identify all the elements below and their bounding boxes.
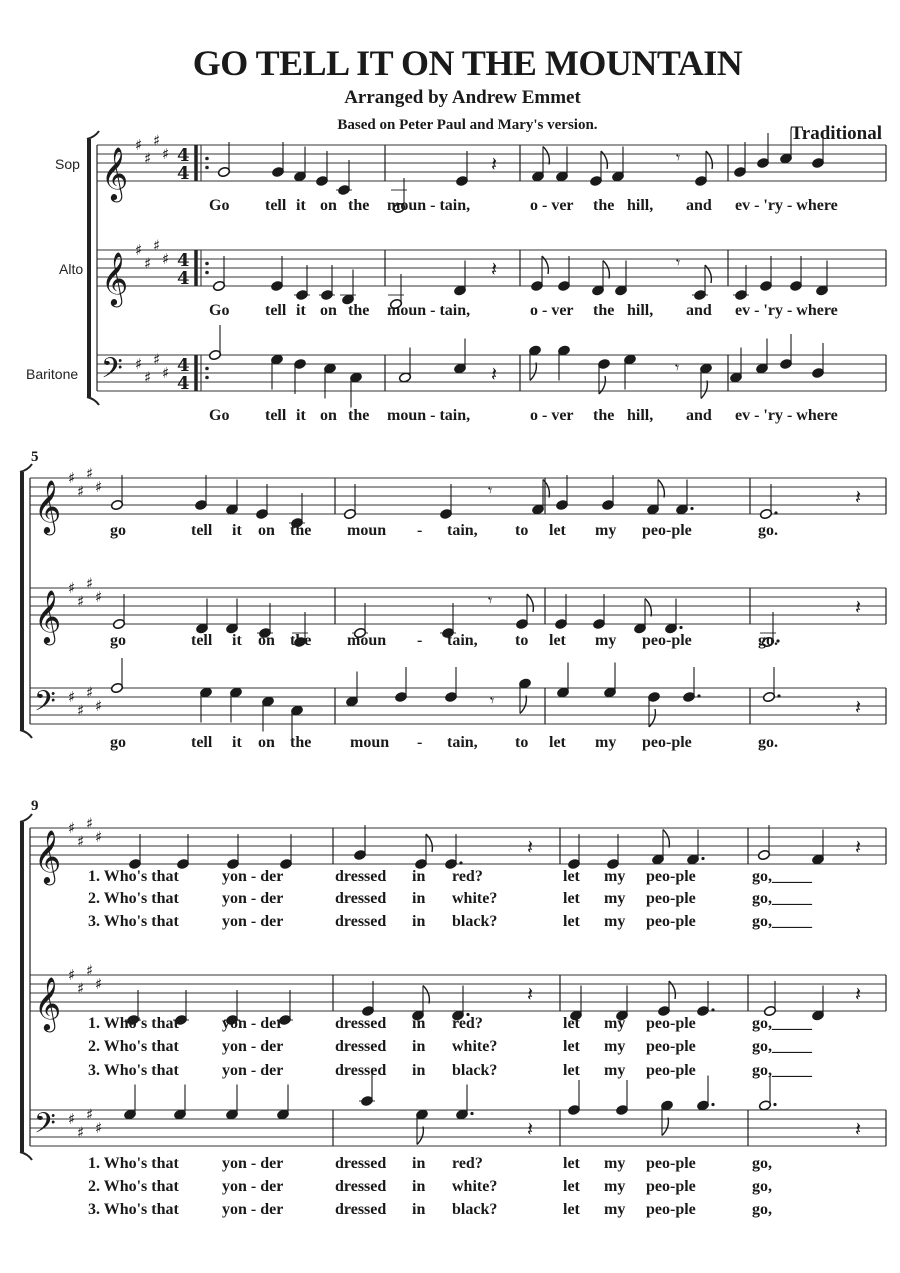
verse-lyric: my xyxy=(604,913,626,930)
lyric-syllable: it xyxy=(296,407,306,424)
verse-lyric: peo-ple xyxy=(646,868,696,885)
verse-lyric: dressed xyxy=(335,890,387,907)
verse-lyric: my xyxy=(604,1015,626,1032)
verse-lyric: go,_____ xyxy=(752,1062,812,1079)
part-label-sop: Sop xyxy=(55,156,80,172)
quarter-rest-icon: 𝄽 xyxy=(855,595,862,619)
verse-lyric: go, xyxy=(752,1178,772,1195)
part-label-alto: Alto xyxy=(59,261,84,277)
lyric-syllable: the xyxy=(290,522,312,539)
verse-lyric: dressed xyxy=(335,868,387,885)
time-signature-bottom: 4 xyxy=(177,163,190,184)
sharp-icon: ♯ xyxy=(144,368,152,387)
lyric-syllable: go xyxy=(110,522,126,539)
lyric-syllable: on xyxy=(320,407,337,424)
sharp-icon: ♯ xyxy=(135,136,143,154)
sharp-icon: ♯ xyxy=(95,975,103,993)
lyric-syllable: on xyxy=(320,302,337,319)
verse-lyric: peo-ple xyxy=(646,1201,696,1218)
sharp-icon: ♯ xyxy=(153,131,161,150)
sharp-icon: ♯ xyxy=(144,254,152,273)
lyric-syllable: go. xyxy=(758,632,778,649)
sharp-icon: ♯ xyxy=(162,250,170,268)
dot xyxy=(690,507,693,510)
verse-lyric: let xyxy=(563,1062,580,1079)
verse-lyric: my xyxy=(604,1038,626,1055)
time-signature-top: 4 xyxy=(177,145,190,166)
lyric-syllable: and xyxy=(686,197,712,214)
dot xyxy=(774,511,777,514)
sharp-icon: ♯ xyxy=(153,350,161,369)
lyric-syllable: - xyxy=(417,632,423,649)
verse-lyric: dressed xyxy=(335,1201,387,1218)
lyric-syllable: the xyxy=(348,407,370,424)
sharp-icon: ♯ xyxy=(77,592,85,611)
bass-clef-icon: 𝄢 xyxy=(34,1107,56,1147)
lyric-syllable: let xyxy=(549,522,566,539)
sharp-icon: ♯ xyxy=(162,145,170,163)
verse-lyric: in xyxy=(412,1038,426,1055)
verse-lyric: let xyxy=(563,1201,580,1218)
sharp-icon: ♯ xyxy=(68,819,76,837)
lyric-syllable: moun xyxy=(347,522,387,539)
lyric-syllable: o - ver xyxy=(530,197,574,214)
eighth-flag xyxy=(423,986,429,1004)
verse-lyric: dressed xyxy=(335,1178,387,1195)
verse-lyric: black? xyxy=(452,1062,498,1079)
sharp-icon: ♯ xyxy=(95,697,103,715)
page-title: GO TELL IT ON THE MOUNTAIN xyxy=(192,43,743,83)
verse-lyric: white? xyxy=(452,1038,498,1055)
verse-lyric: yon - der xyxy=(222,1015,284,1032)
lyric-syllable: tell xyxy=(191,734,213,751)
sharp-icon: ♯ xyxy=(68,469,76,487)
sharp-icon: ♯ xyxy=(77,701,85,720)
verse-lyric: black? xyxy=(452,1201,498,1218)
verse-lyric: 2. Who's that xyxy=(88,890,179,907)
verse-lyric: yon - der xyxy=(222,890,284,907)
quarter-rest-icon: 𝄽 xyxy=(491,362,498,386)
dot xyxy=(459,861,462,864)
lyric-syllable: let xyxy=(549,734,566,751)
verse-lyric: go,_____ xyxy=(752,1038,812,1055)
bracket-bottom-hook xyxy=(87,397,99,405)
lyric-syllable: moun - tain, xyxy=(387,197,471,214)
quarter-rest-icon: 𝄽 xyxy=(855,1117,862,1141)
eighth-rest-icon: 𝄾 xyxy=(676,148,681,167)
lyric-syllable: my xyxy=(595,734,617,751)
eighth-rest-icon: 𝄾 xyxy=(675,358,680,377)
lyric-syllable: - xyxy=(417,522,423,539)
verse-lyric: 3. Who's that xyxy=(88,1201,179,1218)
eighth-flag xyxy=(530,363,536,381)
verse-lyric: let xyxy=(563,1015,580,1032)
lyric-syllable: to xyxy=(515,522,529,539)
lyric-syllable: the xyxy=(593,302,615,319)
verse-lyric: dressed xyxy=(335,1015,387,1032)
arranger-credit: Arranged by Andrew Emmet xyxy=(344,87,581,108)
bracket-bottom-hook xyxy=(20,1152,32,1160)
lyric-syllable: tell xyxy=(265,302,287,319)
dot xyxy=(701,857,704,860)
bracket-bottom-hook xyxy=(20,730,32,738)
verse-lyric: dressed xyxy=(335,913,387,930)
eighth-rest-icon: 𝄾 xyxy=(488,481,493,500)
eighth-flag xyxy=(658,480,664,498)
verse-lyric: my xyxy=(604,890,626,907)
part-label-baritone: Baritone xyxy=(26,366,79,382)
dot xyxy=(777,694,780,697)
verse-lyric: peo-ple xyxy=(646,1062,696,1079)
sharp-icon: ♯ xyxy=(86,961,94,980)
verse-lyric: in xyxy=(412,1062,426,1079)
verse-lyric: yon - der xyxy=(222,1201,284,1218)
lyric-syllable: ev - 'ry - where xyxy=(735,302,838,319)
sharp-icon: ♯ xyxy=(86,464,94,483)
lyric-syllable: peo-ple xyxy=(642,522,692,539)
sharp-icon: ♯ xyxy=(95,828,103,846)
verse-lyric: let xyxy=(563,868,580,885)
sharp-icon: ♯ xyxy=(95,588,103,606)
bass-clef-icon: 𝄢 xyxy=(101,352,123,392)
lyric-syllable: Go xyxy=(209,302,230,319)
verse-lyric: go,_____ xyxy=(752,1015,812,1032)
treble-clef-icon: 𝄞 xyxy=(101,251,129,305)
lyric-syllable: the xyxy=(290,734,312,751)
dot xyxy=(711,1008,714,1011)
measure-number: 5 xyxy=(31,449,39,465)
eighth-flag xyxy=(543,147,549,165)
verse-lyric: go, xyxy=(752,1155,772,1172)
verse-lyric: 3. Who's that xyxy=(88,1062,179,1079)
verse-lyric: my xyxy=(604,1201,626,1218)
verse-lyric: yon - der xyxy=(222,1062,284,1079)
bracket-top-hook xyxy=(87,131,99,139)
verse-lyric: yon - der xyxy=(222,868,284,885)
verse-lyric: 2. Who's that xyxy=(88,1178,179,1195)
lyric-syllable: the xyxy=(593,197,615,214)
lyric-syllable: ev - 'ry - where xyxy=(735,197,838,214)
sharp-icon: ♯ xyxy=(86,574,94,593)
verse-lyric: let xyxy=(563,1178,580,1195)
verse-lyric: peo-ple xyxy=(646,913,696,930)
lyric-syllable: ev - 'ry - where xyxy=(735,407,838,424)
verse-lyric: peo-ple xyxy=(646,890,696,907)
repeat-dot xyxy=(205,271,209,275)
verse-lyric: my xyxy=(604,868,626,885)
lyric-syllable: on xyxy=(258,632,275,649)
verse-lyric: dressed xyxy=(335,1038,387,1055)
verse-lyric: yon - der xyxy=(222,1155,284,1172)
verse-lyric: 3. Who's that xyxy=(88,913,179,930)
lyric-syllable: hill, xyxy=(627,407,654,424)
repeat-dot xyxy=(205,367,209,371)
lyric-syllable: the xyxy=(348,197,370,214)
treble-clef-icon: 𝄞 xyxy=(34,589,62,643)
eighth-rest-icon: 𝄾 xyxy=(490,691,495,710)
sharp-icon: ♯ xyxy=(77,832,85,851)
lyric-syllable: hill, xyxy=(627,197,654,214)
sharp-icon: ♯ xyxy=(77,979,85,998)
verse-lyric: 1. Who's that xyxy=(88,1155,179,1172)
sharp-icon: ♯ xyxy=(144,149,152,168)
eighth-rest-icon: 𝄾 xyxy=(676,253,681,272)
treble-clef-icon: 𝄞 xyxy=(101,146,129,200)
time-signature-bottom: 4 xyxy=(177,373,190,394)
verse-lyric: peo-ple xyxy=(646,1178,696,1195)
quarter-rest-icon: 𝄽 xyxy=(491,152,498,176)
lyric-syllable: on xyxy=(320,197,337,214)
lyric-syllable: tell xyxy=(191,522,213,539)
eighth-rest-icon: 𝄾 xyxy=(488,591,493,610)
lyric-syllable: peo-ple xyxy=(642,632,692,649)
lyric-syllable: tain, xyxy=(447,632,478,649)
verse-lyric: peo-ple xyxy=(646,1015,696,1032)
lyric-syllable: hill, xyxy=(627,302,654,319)
verse-lyric: go,_____ xyxy=(752,890,812,907)
verse-lyric: in xyxy=(412,1155,426,1172)
verse-lyric: black? xyxy=(452,913,498,930)
verse-lyric: go,_____ xyxy=(752,868,812,885)
eighth-flag xyxy=(645,599,651,617)
lyric-syllable: my xyxy=(595,522,617,539)
lyric-syllable: it xyxy=(296,197,306,214)
sharp-icon: ♯ xyxy=(68,966,76,984)
lyric-syllable: tell xyxy=(265,197,287,214)
lyric-syllable: moun xyxy=(347,632,387,649)
quarter-rest-icon: 𝄽 xyxy=(855,695,862,719)
lyric-syllable: the xyxy=(348,302,370,319)
lyric-syllable: tain, xyxy=(447,734,478,751)
verse-lyric: peo-ple xyxy=(646,1155,696,1172)
lyric-syllable: go. xyxy=(758,734,778,751)
verse-lyric: peo-ple xyxy=(646,1038,696,1055)
verse-lyric: go,_____ xyxy=(752,913,812,930)
sharp-icon: ♯ xyxy=(77,482,85,501)
lyric-syllable: the xyxy=(290,632,312,649)
bass-clef-icon: 𝄢 xyxy=(34,685,56,725)
lyric-syllable: moun - tain, xyxy=(387,302,471,319)
time-signature-top: 4 xyxy=(177,250,190,271)
verse-lyric: dressed xyxy=(335,1155,387,1172)
lyric-syllable: it xyxy=(296,302,306,319)
sharp-icon: ♯ xyxy=(86,683,94,702)
lyric-syllable: let xyxy=(549,632,566,649)
repeat-dot xyxy=(205,376,209,380)
lyric-syllable: it xyxy=(232,734,242,751)
sharp-icon: ♯ xyxy=(68,688,76,706)
lyric-syllable: it xyxy=(232,632,242,649)
dot xyxy=(679,626,682,629)
dot xyxy=(773,1103,776,1106)
quarter-rest-icon: 𝄽 xyxy=(527,1117,534,1141)
verse-lyric: yon - der xyxy=(222,1178,284,1195)
quarter-rest-icon: 𝄽 xyxy=(527,835,534,859)
verse-lyric: my xyxy=(604,1178,626,1195)
lyric-syllable: peo-ple xyxy=(642,734,692,751)
lyric-syllable: go xyxy=(110,632,126,649)
treble-clef-icon: 𝄞 xyxy=(34,976,62,1030)
treble-clef-icon: 𝄞 xyxy=(34,479,62,533)
lyric-syllable: and xyxy=(686,407,712,424)
lyric-syllable: o - ver xyxy=(530,302,574,319)
eighth-flag xyxy=(417,1127,423,1145)
lyric-syllable: moun - tain, xyxy=(387,407,471,424)
verse-lyric: let xyxy=(563,1155,580,1172)
eighth-flag xyxy=(701,381,707,399)
repeat-dot xyxy=(205,262,209,266)
sharp-icon: ♯ xyxy=(153,236,161,255)
lyric-syllable: go. xyxy=(758,522,778,539)
eighth-flag xyxy=(543,480,549,498)
lyric-syllable: my xyxy=(595,632,617,649)
lyric-syllable: on xyxy=(258,522,275,539)
verse-lyric: in xyxy=(412,913,426,930)
lyric-syllable: it xyxy=(232,522,242,539)
lyric-syllable: tell xyxy=(265,407,287,424)
lyric-syllable: o - ver xyxy=(530,407,574,424)
eighth-flag xyxy=(520,696,526,714)
verse-lyric: white? xyxy=(452,890,498,907)
verse-lyric: red? xyxy=(452,868,483,885)
verse-lyric: red? xyxy=(452,1155,483,1172)
sharp-icon: ♯ xyxy=(162,364,170,382)
lyric-syllable: go xyxy=(110,734,126,751)
verse-lyric: red? xyxy=(452,1015,483,1032)
verse-lyric: 1. Who's that xyxy=(88,868,179,885)
quarter-rest-icon: 𝄽 xyxy=(527,982,534,1006)
verse-lyric: in xyxy=(412,1201,426,1218)
sharp-icon: ♯ xyxy=(68,579,76,597)
repeat-dot xyxy=(205,166,209,170)
lyric-syllable: Go xyxy=(209,197,230,214)
treble-clef-icon: 𝄞 xyxy=(34,829,62,883)
sharp-icon: ♯ xyxy=(95,1119,103,1137)
dot xyxy=(697,694,700,697)
verse-lyric: in xyxy=(412,868,426,885)
lyric-syllable: the xyxy=(593,407,615,424)
sharp-icon: ♯ xyxy=(135,241,143,259)
lyric-syllable: and xyxy=(686,302,712,319)
lyric-syllable: moun xyxy=(350,734,390,751)
sharp-icon: ♯ xyxy=(135,355,143,373)
lyric-syllable: Go xyxy=(209,407,230,424)
verse-lyric: 2. Who's that xyxy=(88,1038,179,1055)
dot xyxy=(470,1112,473,1115)
verse-lyric: my xyxy=(604,1062,626,1079)
verse-lyric: let xyxy=(563,890,580,907)
sharp-icon: ♯ xyxy=(95,478,103,496)
verse-lyric: yon - der xyxy=(222,1038,284,1055)
lyric-syllable: on xyxy=(258,734,275,751)
time-signature-bottom: 4 xyxy=(177,268,190,289)
time-signature-top: 4 xyxy=(177,355,190,376)
verse-lyric: white? xyxy=(452,1178,498,1195)
quarter-rest-icon: 𝄽 xyxy=(491,257,498,281)
sharp-icon: ♯ xyxy=(68,1110,76,1128)
lyric-syllable: tell xyxy=(191,632,213,649)
verse-lyric: in xyxy=(412,1178,426,1195)
verse-lyric: my xyxy=(604,1155,626,1172)
verse-lyric: 1. Who's that xyxy=(88,1015,179,1032)
source-note: Based on Peter Paul and Mary's version. xyxy=(337,117,598,133)
eighth-flag xyxy=(663,830,669,848)
sharp-icon: ♯ xyxy=(86,1105,94,1124)
bracket-top-hook xyxy=(20,464,32,472)
measure-number: 9 xyxy=(31,798,39,814)
verse-lyric: go, xyxy=(752,1201,772,1218)
verse-lyric: in xyxy=(412,1015,426,1032)
sharp-icon: ♯ xyxy=(77,1123,85,1142)
verse-lyric: let xyxy=(563,913,580,930)
bracket-top-hook xyxy=(20,814,32,822)
quarter-rest-icon: 𝄽 xyxy=(855,982,862,1006)
repeat-dot xyxy=(205,157,209,161)
sharp-icon: ♯ xyxy=(86,814,94,833)
lyric-syllable: tain, xyxy=(447,522,478,539)
eighth-flag xyxy=(603,261,609,279)
composer-credit: Traditional xyxy=(790,123,882,144)
lyric-syllable: to xyxy=(515,734,529,751)
quarter-rest-icon: 𝄽 xyxy=(855,835,862,859)
dot xyxy=(711,1103,714,1106)
verse-lyric: in xyxy=(412,890,426,907)
lyric-syllable: - xyxy=(417,734,423,751)
eighth-flag xyxy=(662,1118,668,1136)
verse-lyric: let xyxy=(563,1038,580,1055)
verse-lyric: dressed xyxy=(335,1062,387,1079)
verse-lyric: yon - der xyxy=(222,913,284,930)
quarter-rest-icon: 𝄽 xyxy=(855,485,862,509)
lyric-syllable: to xyxy=(515,632,529,649)
